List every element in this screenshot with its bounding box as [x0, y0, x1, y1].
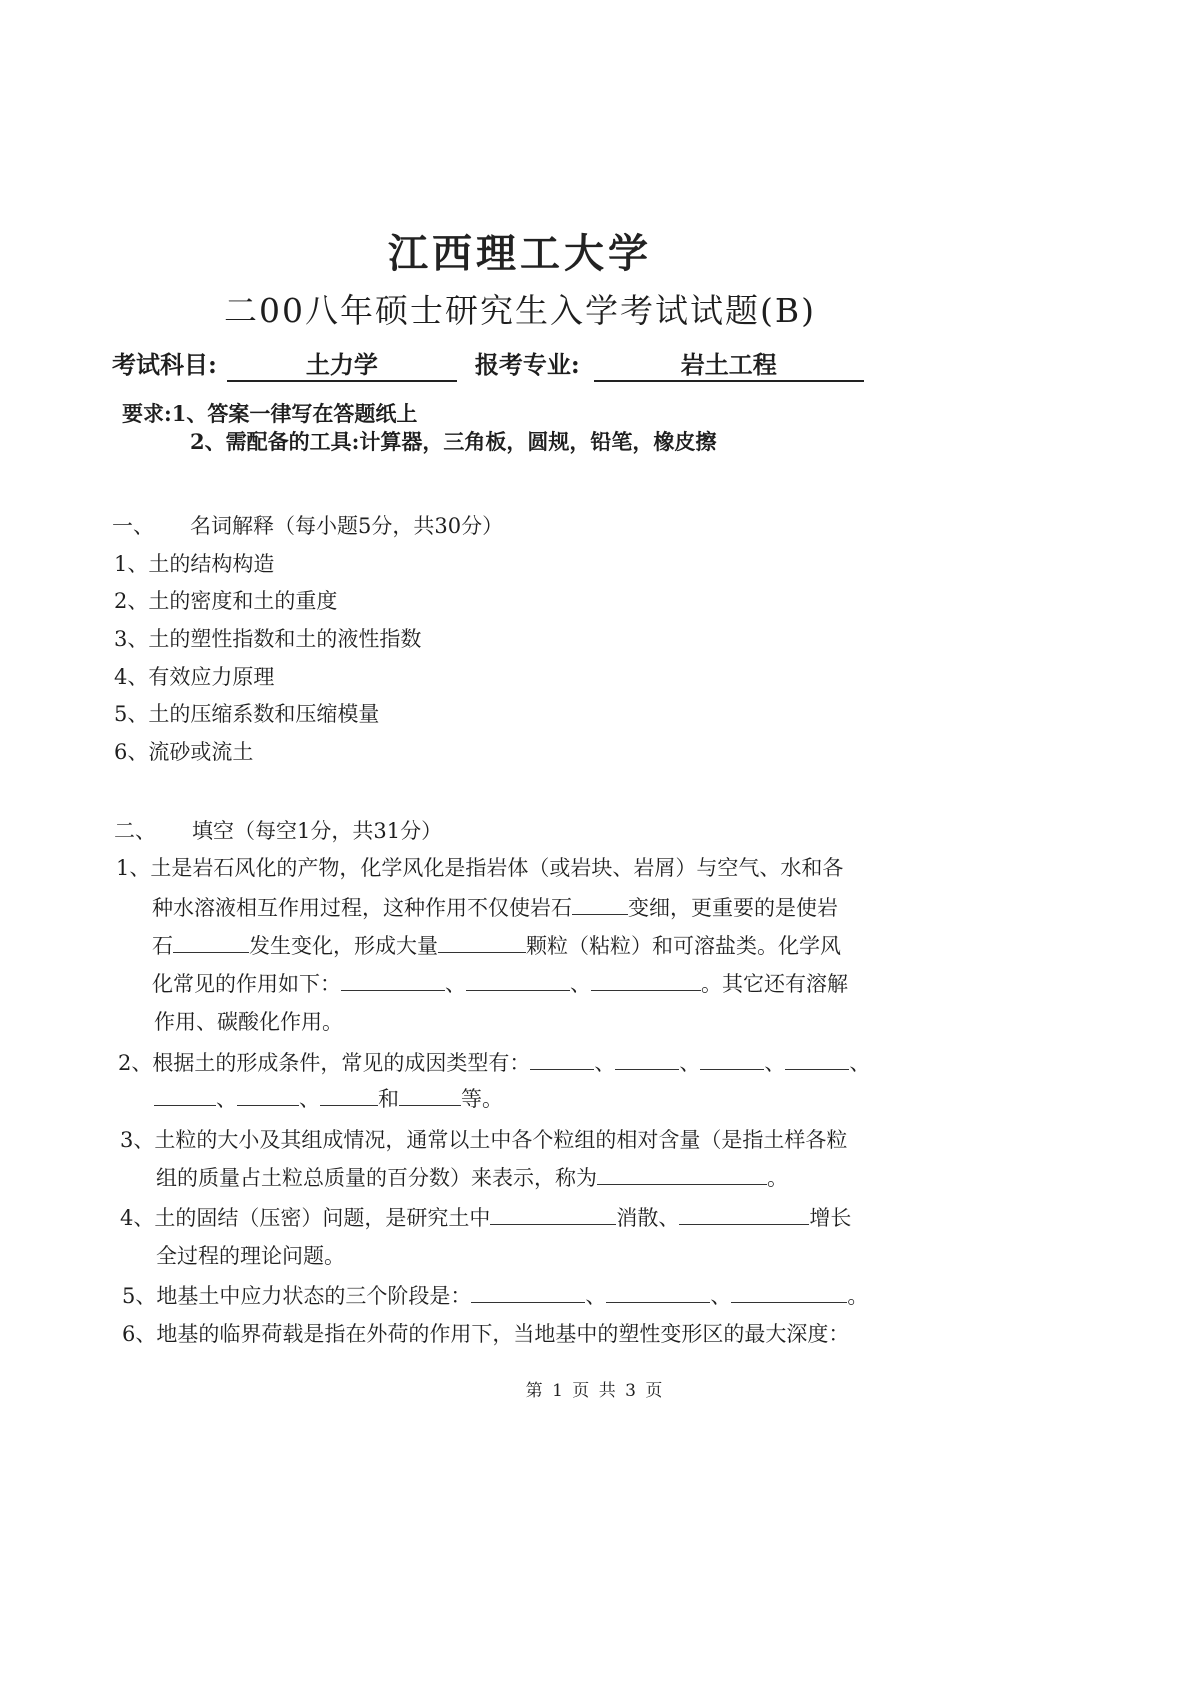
section-1-heading [112, 510, 503, 540]
separator: 、 [764, 1051, 786, 1075]
separator: 、 [679, 1051, 701, 1075]
university-name: 江西理工大学 [388, 230, 652, 277]
major-value: 岩土工程 [594, 345, 864, 382]
separator: 、 [570, 972, 591, 996]
question-text: 。 [847, 1284, 869, 1308]
question-text: 种水溶液相互作用过程，这种作用不仅使岩石 [152, 896, 572, 920]
question-number: 5、 [122, 1284, 157, 1308]
fill-question-1-line-3 [152, 930, 841, 960]
question-text: 地基土中应力状态的三个阶段是： [156, 1284, 472, 1308]
exam-info-row [112, 345, 864, 382]
question-text: 等。 [461, 1087, 503, 1111]
question-text: 化常见的作用如下： [152, 972, 341, 996]
question-number: 2、 [118, 1051, 153, 1075]
separator: 、 [216, 1087, 237, 1111]
section-1-item: 2、土的密度和土的重度 [114, 589, 338, 613]
separator: 、 [849, 1051, 871, 1075]
answer-blank[interactable] [341, 972, 445, 991]
question-text: 土的固结（压密）问题，是研究土中 [154, 1206, 491, 1230]
question-text: 根据土的形成条件，常见的成因类型有： [152, 1051, 531, 1075]
separator: 、 [445, 972, 466, 996]
section-1-number: 一、 [112, 514, 154, 538]
fill-question-4-line-1 [120, 1202, 851, 1232]
page-footer: 第 1 页 共 3 页 [525, 1381, 665, 1401]
fill-question-1-line-4 [152, 968, 848, 998]
question-text: 消散、 [616, 1206, 680, 1230]
requirement-item: 1、答案一律写在答题纸上 [171, 401, 418, 426]
question-number: 4、 [120, 1206, 155, 1230]
question-number: 3、 [120, 1128, 155, 1152]
separator: 、 [710, 1284, 732, 1308]
requirement-1 [122, 398, 417, 428]
answer-blank[interactable] [700, 1051, 764, 1070]
answer-blank[interactable] [597, 1166, 767, 1185]
question-text: 变细，更重要的是使岩 [628, 896, 838, 920]
separator: 、 [594, 1051, 616, 1075]
fill-question-2-line-1 [118, 1047, 870, 1077]
section-2-number: 二、 [114, 819, 156, 843]
section-1-item: 6、流砂或流土 [114, 740, 254, 764]
question-text: 。其它还有溶解 [701, 972, 848, 996]
answer-blank[interactable] [572, 896, 628, 915]
question-text: 土粒的大小及其组成情况，通常以土中各个粒组的相对含量（是指土样各粒 [154, 1128, 848, 1152]
answer-blank[interactable] [399, 1087, 461, 1106]
answer-blank[interactable] [785, 1051, 849, 1070]
fill-question-2-line-2 [154, 1083, 503, 1113]
answer-blank[interactable] [438, 934, 526, 953]
answer-blank[interactable] [466, 972, 570, 991]
question-text: 和 [378, 1087, 399, 1111]
answer-blank[interactable] [490, 1206, 616, 1225]
answer-blank[interactable] [679, 1206, 809, 1225]
section-1-item: 4、有效应力原理 [114, 665, 275, 689]
section-2-title: 填空（每空1分，共31分） [192, 819, 443, 843]
answer-blank[interactable] [154, 1087, 216, 1106]
answer-blank[interactable] [530, 1051, 594, 1070]
question-text: 地基的临界荷载是指在外荷的作用下，当地基中的塑性变形区的最大深度： [156, 1322, 850, 1346]
question-number: 6、 [122, 1322, 157, 1346]
separator: 、 [585, 1284, 607, 1308]
answer-blank[interactable] [320, 1087, 378, 1106]
question-text: 。 [767, 1166, 788, 1190]
answer-blank[interactable] [237, 1087, 299, 1106]
fill-question-1-line-2 [152, 892, 838, 922]
requirements-prefix: 要求: [122, 401, 172, 426]
fill-question-3-line-1 [120, 1124, 847, 1154]
subject-label: 考试科目: [112, 350, 217, 379]
section-1-item: 3、土的塑性指数和土的液性指数 [114, 627, 422, 651]
question-text: 发生变化，形成大量 [249, 934, 438, 958]
question-text: 土是岩石风化的产物，化学风化是指岩体（或岩块、岩屑）与空气、水和各 [150, 856, 844, 880]
section-1-item: 5、土的压缩系数和压缩模量 [114, 702, 380, 726]
fill-question-3-line-2 [156, 1162, 788, 1192]
question-text: 石 [152, 934, 173, 958]
answer-blank[interactable] [173, 934, 249, 953]
answer-blank[interactable] [731, 1284, 847, 1303]
answer-blank[interactable] [471, 1284, 585, 1303]
section-1-title: 名词解释（每小题5分，共30分） [190, 514, 504, 538]
subject-value: 土力学 [227, 345, 457, 382]
answer-blank[interactable] [615, 1051, 679, 1070]
fill-question-1-line-5: 作用、碳酸化作用。 [154, 1010, 343, 1034]
answer-blank[interactable] [591, 972, 701, 991]
separator: 、 [299, 1087, 320, 1111]
section-2-heading [114, 815, 442, 845]
section-1-item: 1、土的结构构造 [114, 552, 275, 576]
question-text: 增长 [809, 1206, 852, 1230]
question-number: 1、 [116, 856, 151, 880]
answer-blank[interactable] [606, 1284, 710, 1303]
question-text: 颗粒（粘粒）和可溶盐类。化学风 [526, 934, 841, 958]
major-label: 报考专业: [474, 350, 580, 379]
fill-question-6 [122, 1318, 849, 1348]
question-text: 组的质量占土粒总质量的百分数）来表示，称为 [156, 1166, 597, 1190]
exam-title: 二00八年硕士研究生入学考试试题(B) [224, 291, 816, 330]
requirement-2: 2、需配备的工具:计算器，三角板，圆规，铅笔，橡皮擦 [190, 429, 717, 454]
fill-question-5 [122, 1280, 868, 1310]
fill-question-1-line-1 [116, 852, 843, 882]
fill-question-4-line-2: 全过程的理论问题。 [156, 1244, 345, 1268]
